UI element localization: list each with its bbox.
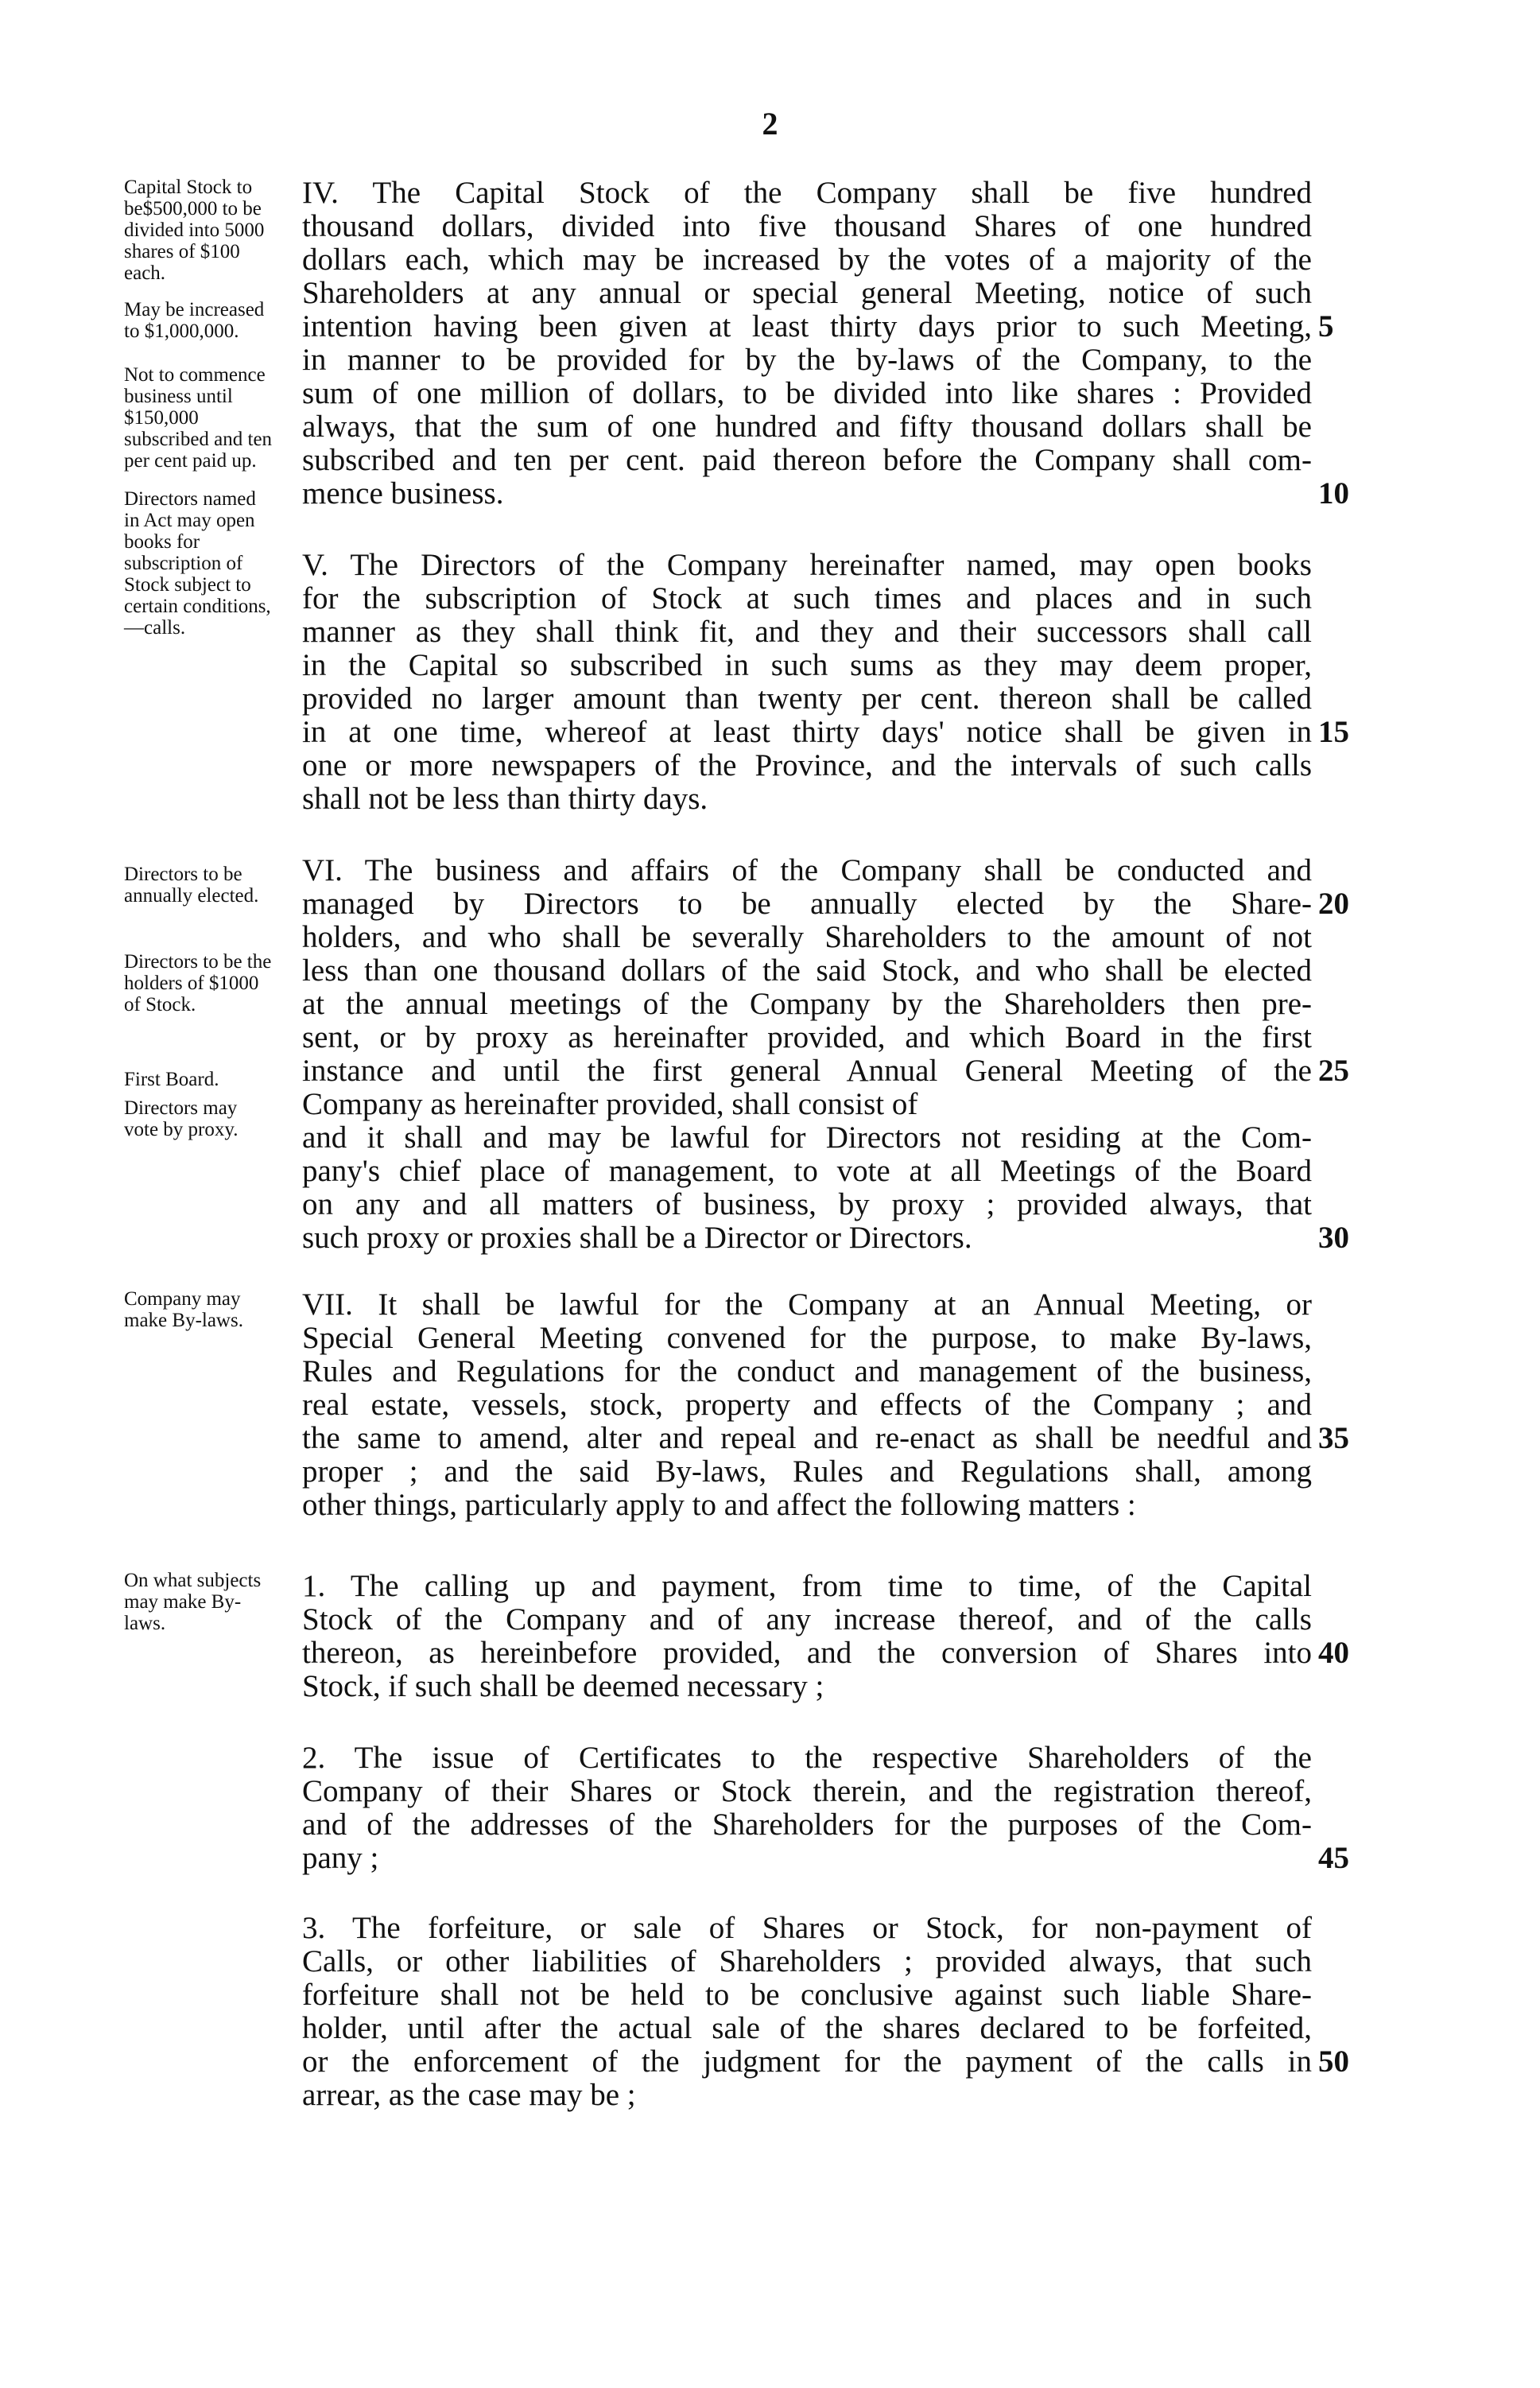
text-line: in the Capital so subscribed in such sums as they may deem proper, xyxy=(302,648,1312,682)
margin-note: Not to commence business until $150,000 subscribed and ten per cent paid up. xyxy=(124,364,273,472)
margin-note: On what subjects may make By-laws. xyxy=(124,1570,262,1634)
text-line: Rules and Regulations for the conduct and management of the business, xyxy=(302,1354,1312,1388)
text-line: holder, until after the actual sale of the shares declared to be forfeited, xyxy=(302,2011,1312,2045)
clause-2 xyxy=(302,1741,1312,1875)
text-line: IV. The Capital Stock of the Company shall be five hundred xyxy=(302,176,1312,210)
text-line: pany ; xyxy=(302,1841,379,1875)
line-number: 35 xyxy=(1318,1421,1349,1455)
text-line: one or more newspapers of the Province, and the intervals of such calls xyxy=(302,748,1312,782)
line-number: 5 xyxy=(1318,309,1334,344)
text-line: manner as they shall think fit, and they and their successors shall call xyxy=(302,615,1312,649)
text-line: thereon, as hereinbefore provided, and the conversion of Shares into xyxy=(302,1636,1312,1670)
margin-note: Directors may vote by proxy. xyxy=(124,1097,239,1140)
text-line: subscribed and ten per cent. paid thereon before the Company shall com- xyxy=(302,443,1312,477)
text-line: always, that the sum of one hundred and fifty thousand dollars shall be xyxy=(302,410,1312,444)
margin-note: Company may make By-laws. xyxy=(124,1288,243,1331)
text-line: dollars each, which may be increased by the votes of a majority of the xyxy=(302,243,1312,277)
margin-note: Directors named in Act may open books for subscription of Stock subject to certain conditions,—calls. xyxy=(124,488,271,639)
line-number: 40 xyxy=(1318,1636,1349,1670)
text-line: real estate, vessels, stock, property and effects of the Company ; and xyxy=(302,1388,1312,1422)
section-v xyxy=(302,549,1312,816)
text-line: 1. The calling up and payment, from time to time, of the Capital xyxy=(302,1569,1312,1603)
text-line: instance and until the first general Annual General Meeting of the xyxy=(302,1054,1312,1088)
text-line: 2. The issue of Certificates to the respective Shareholders of the xyxy=(302,1741,1312,1775)
text-line: on any and all matters of business, by proxy ; provided always, that xyxy=(302,1187,1312,1221)
text-line: Stock of the Company and of any increase thereof, and of the calls xyxy=(302,1602,1312,1637)
text-line: Shareholders at any annual or special general Meeting, notice of such xyxy=(302,276,1312,310)
text-line: intention having been given at least thirty days prior to such Meeting, xyxy=(302,309,1312,344)
margin-note: Directors to be the holders of $1000 of Stock. xyxy=(124,951,272,1015)
text-line: such proxy or proxies shall be a Director or Directors. xyxy=(302,1221,972,1255)
text-line: less than one thousand dollars of the said Stock, and who shall be elected xyxy=(302,953,1312,988)
text-line: Special General Meeting convened for the purpose, to make By-laws, xyxy=(302,1321,1312,1355)
text-line: at the annual meetings of the Company by the Shareholders then pre- xyxy=(302,987,1312,1021)
text-line: managed by Directors to be annually elected by the Share- xyxy=(302,887,1312,921)
text-line: sent, or by proxy as hereinafter provided, and which Board in the first xyxy=(302,1020,1312,1054)
text-line: Company as hereinafter provided, shall consist of xyxy=(302,1087,918,1121)
text-line: Stock, if such shall be deemed necessary ; xyxy=(302,1669,824,1703)
line-number: 25 xyxy=(1318,1054,1349,1088)
text-line: or the enforcement of the judgment for the payment of the calls in xyxy=(302,2044,1312,2079)
text-line: Company of their Shares or Stock therein, and the registration thereof, xyxy=(302,1774,1312,1808)
margin-note: Directors to be annually elected. xyxy=(124,864,259,907)
text-line: the same to amend, alter and repeal and re-enact as shall be needful and xyxy=(302,1421,1312,1455)
page-number: 2 xyxy=(762,106,778,142)
text-line: pany's chief place of management, to vote at all Meetings of the Board xyxy=(302,1154,1312,1188)
margin-note: May be increased to $1,000,000. xyxy=(124,299,265,342)
text-line: and it shall and may be lawful for Directors not residing at the Com- xyxy=(302,1120,1312,1155)
line-number: 15 xyxy=(1318,715,1349,749)
text-line: VI. The business and affairs of the Company shall be conducted and xyxy=(302,853,1312,887)
text-line: VII. It shall be lawful for the Company at an Annual Meeting, or xyxy=(302,1287,1312,1322)
section-vi xyxy=(302,854,1312,1255)
text-line: proper ; and the said By-laws, Rules and Regulations shall, among xyxy=(302,1454,1312,1489)
text-line: holders, and who shall be severally Shareholders to the amount of not xyxy=(302,920,1312,954)
clause-3 xyxy=(302,1912,1312,2112)
margin-note: First Board. xyxy=(124,1069,219,1090)
text-line: arrear, as the case may be ; xyxy=(302,2078,636,2112)
text-line: for the subscription of Stock at such times and places and in such xyxy=(302,581,1312,615)
text-line: provided no larger amount than twenty per cent. thereon shall be called xyxy=(302,681,1312,716)
line-number: 45 xyxy=(1318,1841,1349,1875)
text-line: in manner to be provided for by the by-laws of the Company, to the xyxy=(302,343,1312,377)
text-line: 3. The forfeiture, or sale of Shares or Stock, for non-payment of xyxy=(302,1911,1312,1945)
section-vii xyxy=(302,1288,1312,1522)
line-number: 30 xyxy=(1318,1221,1349,1255)
margin-note: Capital Stock to be$500,000 to be divided into 5000 shares of $100 each. xyxy=(124,177,265,284)
text-line: V. The Directors of the Company hereinafter named, may open books xyxy=(302,548,1312,582)
text-line: thousand dollars, divided into five thousand Shares of one hundred xyxy=(302,209,1312,243)
text-line: in at one time, whereof at least thirty days' notice shall be given in xyxy=(302,715,1312,749)
text-line: Calls, or other liabilities of Shareholders ; provided always, that such xyxy=(302,1944,1312,1978)
text-line: other things, particularly apply to and affect the following matters : xyxy=(302,1488,1136,1522)
line-number: 50 xyxy=(1318,2044,1349,2079)
text-line: forfeiture shall not be held to be conclusive against such liable Share- xyxy=(302,1978,1312,2012)
line-number: 10 xyxy=(1318,476,1349,511)
clause-1 xyxy=(302,1570,1312,1703)
text-line: and of the addresses of the Shareholders for the purposes of the Com- xyxy=(302,1808,1312,1842)
line-number: 20 xyxy=(1318,887,1349,921)
section-iv xyxy=(302,177,1312,511)
text-line: shall not be less than thirty days. xyxy=(302,782,708,816)
text-line: sum of one million of dollars, to be divided into like shares : Provided xyxy=(302,376,1312,410)
text-line: mence business. xyxy=(302,476,504,511)
